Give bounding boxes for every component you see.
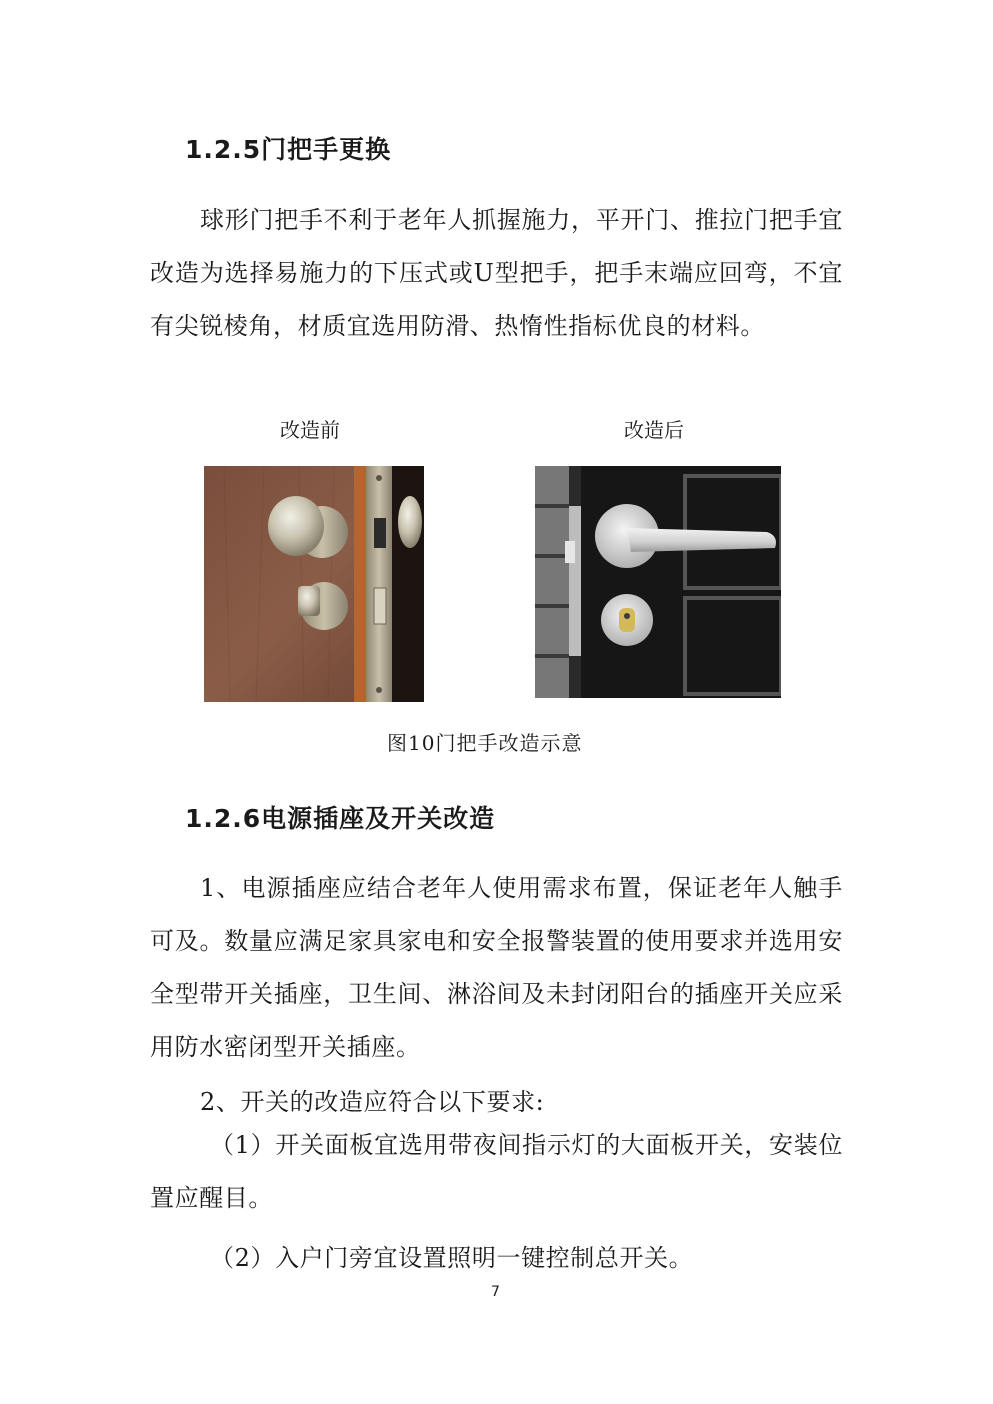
before-label: 改造前	[280, 418, 340, 442]
switch-requirements-intro: 2、开关的改造应符合以下要求:	[200, 1088, 545, 1116]
socket-paragraph: 1、电源插座应结合老年人使用需求布置，保证老年人触手可及。数量应满足家具家电和安全报警装置的使用要求并选用安全型带开关插座，卫生间、淋浴间及未封闭阳台的插座开关应采用防水密闭型开关插座。	[150, 874, 843, 1061]
knob-door-image	[204, 466, 424, 702]
section-heading-1-2-5: 1.2.5门把手更换	[185, 135, 392, 164]
page-number: 7	[491, 1284, 500, 1300]
door-handle-paragraph: 球形门把手不利于老年人抓握施力，平开门、推拉门把手宜改造为选择易施力的下压式或U型把手，把手末端应回弯，不宜有尖锐棱角，材质宜选用防滑、热惰性指标优良的材料。	[150, 206, 843, 340]
switch-requirement-2: （2）入户门旁宜设置照明一键控制总开关。	[210, 1244, 694, 1272]
figure-caption: 图10门把手改造示意	[387, 731, 583, 755]
after-label: 改造后	[624, 418, 684, 442]
lever-door-image	[535, 466, 781, 698]
switch-requirement-1: （1）开关面板宜选用带夜间指示灯的大面板开关，安装位置应醒目。	[150, 1131, 843, 1212]
section-heading-1-2-6: 1.2.6电源插座及开关改造	[185, 804, 496, 833]
